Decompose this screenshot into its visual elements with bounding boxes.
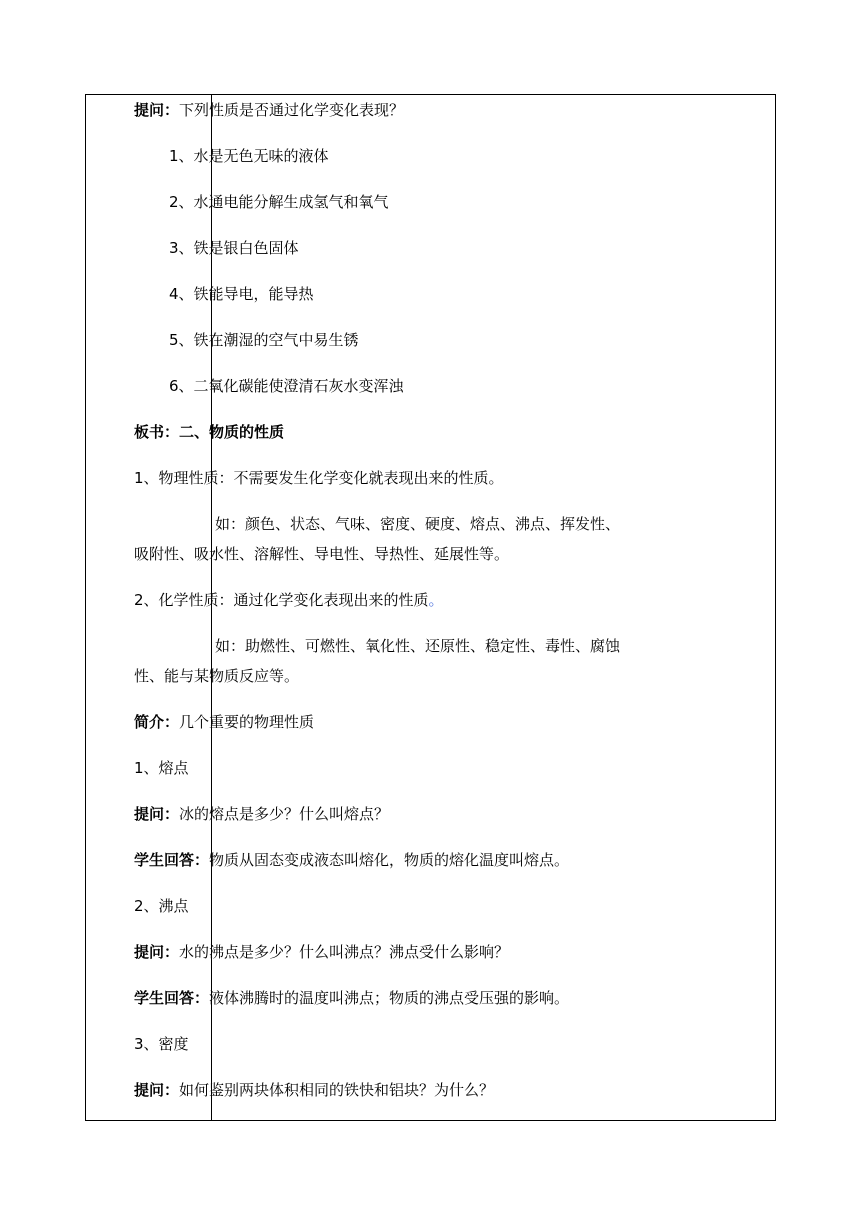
- list-item: 4、铁能导电，能导热: [169, 285, 314, 303]
- answer-text: 物质从固态变成液态叫熔化，物质的熔化温度叫熔点。: [209, 851, 570, 869]
- section-melting-point: 1、熔点: [134, 759, 189, 777]
- physical-examples-line1: 如：颜色、状态、气味、密度、硬度、熔点、沸点、挥发性、: [215, 515, 621, 533]
- question-label: 提问：: [134, 1081, 180, 1099]
- intro-text: 几个重要的物理性质: [179, 713, 315, 731]
- question-2: [134, 804, 389, 824]
- section-boiling-point: 2、沸点: [134, 897, 189, 915]
- answer-text: 液体沸腾时的温度叫沸点；物质的沸点受压强的影响。: [209, 989, 570, 1007]
- list-item: 1、水是无色无味的液体: [169, 147, 329, 165]
- list-item: 2、水通电能分解生成氢气和氧气: [169, 193, 389, 211]
- list-item: 6、二氧化碳能使澄清石灰水变浑浊: [169, 377, 404, 395]
- question-label: 提问：: [134, 805, 180, 823]
- question-text: 冰的熔点是多少？什么叫熔点？: [179, 805, 390, 823]
- question-text: 水的沸点是多少？什么叫沸点？沸点受什么影响？: [179, 943, 510, 961]
- answer-1: [134, 850, 569, 870]
- question-text: 下列性质是否通过化学变化表现？: [179, 101, 405, 119]
- question-label: 提问：: [134, 101, 180, 119]
- answer-label: 学生回答：: [134, 851, 210, 869]
- section-density: 3、密度: [134, 1035, 189, 1053]
- list-item: 3、铁是银白色固体: [169, 239, 299, 257]
- chemical-definition-end: 。: [428, 591, 444, 609]
- list-item: 5、铁在潮湿的空气中易生锈: [169, 331, 359, 349]
- answer-2: [134, 988, 569, 1008]
- question-label: 提问：: [134, 943, 180, 961]
- chemical-examples-line1: 如：助燃性、可燃性、氧化性、还原性、稳定性、毒性、腐蚀: [215, 637, 621, 655]
- physical-definition: 1、物理性质：不需要发生化学变化就表现出来的性质。: [134, 469, 504, 487]
- question-1: [134, 100, 404, 120]
- question-text: 如何鉴别两块体积相同的铁快和铝块？为什么？: [179, 1081, 495, 1099]
- chemical-definition: [134, 590, 444, 610]
- question-3: [134, 942, 509, 962]
- question-4: [134, 1080, 494, 1100]
- physical-examples-line2: 吸附性、吸水性、溶解性、导电性、导热性、延展性等。: [134, 545, 510, 563]
- board-heading-text: 板书：二、物质的性质: [134, 423, 285, 441]
- intro: [134, 712, 314, 732]
- chemical-examples-line2: 性、能与某物质反应等。: [134, 667, 300, 685]
- chemical-definition-text: 2、化学性质：通过化学变化表现出来的性质: [134, 591, 429, 609]
- answer-label: 学生回答：: [134, 989, 210, 1007]
- board-heading: [134, 422, 284, 442]
- intro-label: 简介：: [134, 713, 180, 731]
